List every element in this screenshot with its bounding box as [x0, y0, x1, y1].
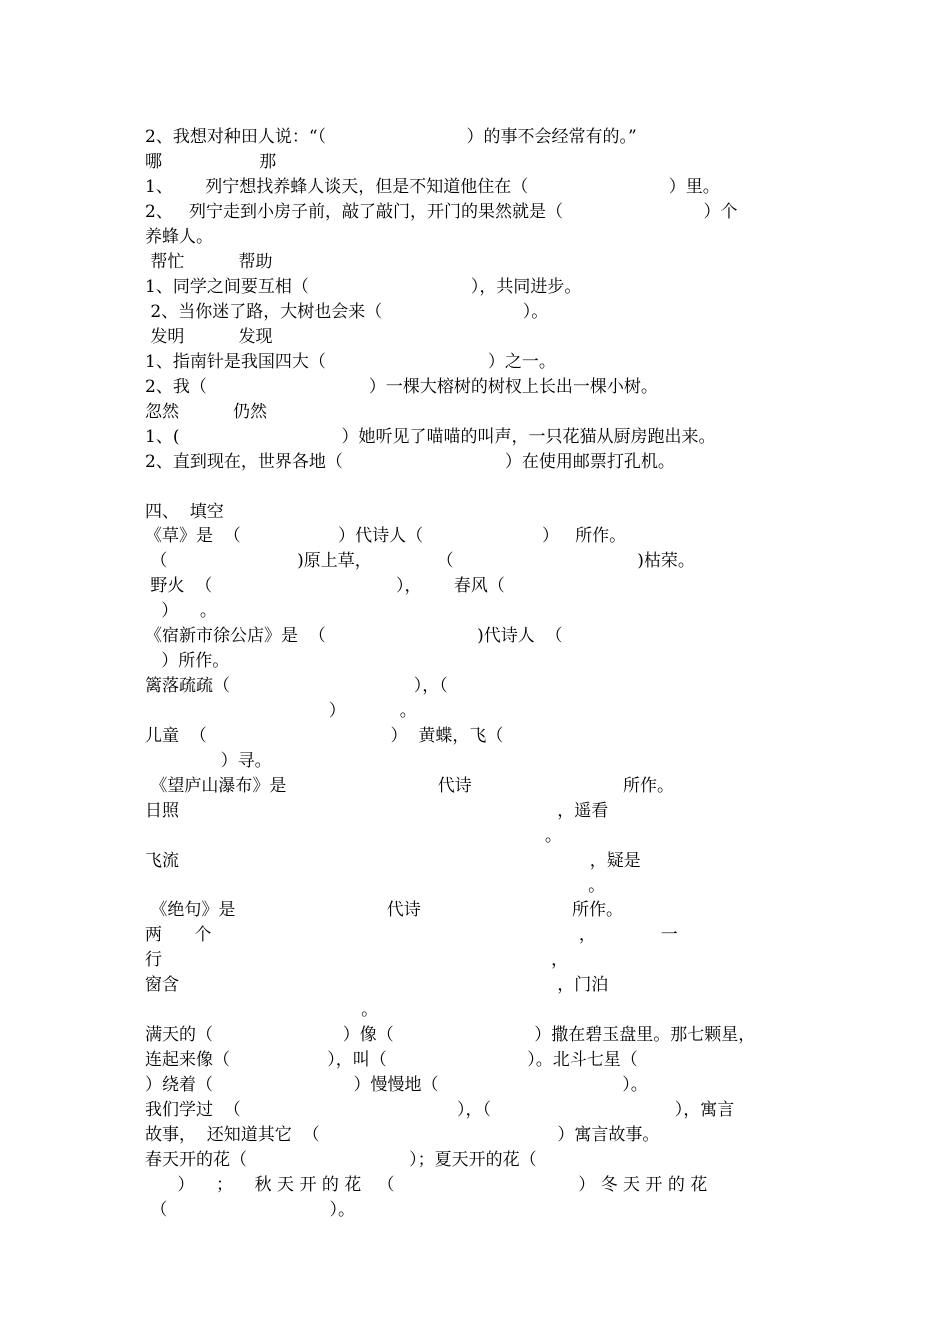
text-line: 野火 （ ）， 春风（ — [145, 576, 505, 596]
text-line: ） 。 — [145, 601, 217, 621]
text-line: 。 — [145, 1000, 379, 1020]
text-line: 春天开的花（ ）；夏天开的花（ — [145, 1150, 537, 1170]
text-line: 《宿新市徐公店》是 （ )代诗人 （ — [145, 626, 563, 646]
text-line: 2、当你迷了路，大树也会来（ ）。 — [145, 302, 549, 322]
text-line: 2、直到现在，世界各地（ ）在使用邮票打孔机。 — [145, 452, 675, 472]
text-line: 篱落疏疏（ ），（ — [145, 676, 448, 696]
text-line: 养蜂人。 — [145, 227, 213, 247]
text-line: 。 — [145, 826, 562, 846]
text-line: 忽然 仍然 — [145, 402, 268, 422]
text-line: 我们学过 （ ），（ ），寓言 — [145, 1100, 735, 1120]
text-line: 1、 列宁想找养蜂人谈天，但是不知道他住在（ ）里。 — [145, 177, 720, 197]
text-line: 2、我想对种田人说：“（ ）的事不会经常有的。” — [145, 127, 637, 147]
text-line: （ ）。 — [145, 1200, 356, 1220]
text-line: 1、( ）她听见了喵喵的叫声，一只花猫从厨房跑出来。 — [145, 427, 716, 447]
text-line: 飞流 ，疑是 — [145, 851, 641, 871]
text-line: 儿童 （ ） 黄蝶，飞（ — [145, 726, 504, 746]
text-line: ）寻。 — [145, 751, 272, 771]
text-line: 连起来像（ ），叫（ ）。北斗七星（ — [145, 1050, 638, 1070]
text-line: 日照 ，遥看 — [145, 801, 609, 821]
text-line: 《绝句》是 代诗 所作。 — [145, 900, 624, 920]
text-line: 发明 发现 — [145, 327, 273, 347]
text-line: 哪 那 — [145, 152, 277, 172]
text-line: 《望庐山瀑布》是 代诗 所作。 — [145, 776, 675, 796]
text-line: 窗含 ，门泊 — [145, 975, 609, 995]
text-line: 《草》是 （ ）代诗人（ ） 所作。 — [145, 526, 627, 546]
text-line: 1、同学之间要互相（ ），共同进步。 — [145, 277, 582, 297]
text-line: 行 ， — [145, 950, 569, 970]
text-line: 满天的（ ）像（ ）撒在碧玉盘里。那七颗星， — [145, 1025, 756, 1045]
text-line: （ )原上草， （ )枯荣。 — [145, 551, 695, 571]
text-line: 帮忙 帮助 — [145, 252, 273, 272]
text-line: 故事， 还知道其它 （ ）寓言故事。 — [145, 1125, 660, 1145]
text-line: 2、我（ ）一棵大榕树的树杈上长出一棵小树。 — [145, 377, 658, 397]
text-line: ） 。 — [145, 701, 417, 721]
section-heading: 四、 填空 — [145, 502, 224, 522]
text-line: ）所作。 — [145, 651, 230, 671]
text-line: ）绕着（ ）慢慢地（ ）。 — [145, 1075, 648, 1095]
text-line: 两 个 ， 一 — [145, 925, 678, 945]
text-line: ） ； 秋 天 开 的 花 （ ） 冬 天 开 的 花 — [145, 1175, 708, 1195]
text-line: 2、 列宁走到小房子前，敲了敲门，开门的果然就是（ ）个 — [145, 202, 738, 222]
text-line: 1、指南针是我国四大（ ）之一。 — [145, 352, 556, 372]
text-line: 。 — [145, 876, 606, 896]
